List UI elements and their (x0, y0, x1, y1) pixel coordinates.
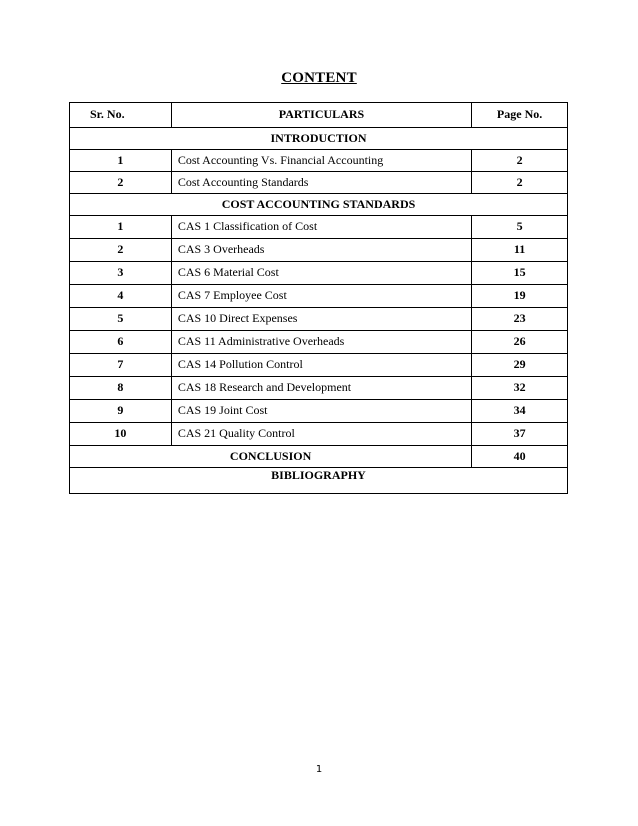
table-row (70, 150, 568, 172)
table-row (70, 377, 568, 400)
row-page-no: 37 (472, 423, 568, 446)
row-particular: CAS 6 Material Cost (171, 262, 471, 285)
section-bibliography: BIBLIOGRAPHY (70, 468, 568, 494)
row-page-no: 29 (472, 354, 568, 377)
row-particular: CAS 21 Quality Control (171, 423, 471, 446)
row-page-no: 32 (472, 377, 568, 400)
row-page-no: 19 (472, 285, 568, 308)
section-cost-accounting-standards: COST ACCOUNTING STANDARDS (70, 194, 568, 216)
contents-table (69, 102, 568, 494)
row-sr-no: 6 (70, 331, 172, 354)
row-particular: CAS 7 Employee Cost (171, 285, 471, 308)
section-introduction: INTRODUCTION (70, 128, 568, 150)
row-particular: CAS 14 Pollution Control (171, 354, 471, 377)
table-row (70, 331, 568, 354)
table-row (70, 423, 568, 446)
row-page-no: 2 (472, 150, 568, 172)
row-sr-no: 3 (70, 262, 172, 285)
table-row (70, 308, 568, 331)
header-page-no: Page No. (472, 103, 568, 128)
section-conclusion: CONCLUSION (70, 446, 472, 468)
row-particular: CAS 19 Joint Cost (171, 400, 471, 423)
table-header-row (70, 103, 568, 128)
section-row-conclusion (70, 446, 568, 468)
row-sr-no: 9 (70, 400, 172, 423)
row-sr-no: 10 (70, 423, 172, 446)
row-particular: CAS 11 Administrative Overheads (171, 331, 471, 354)
header-particulars: PARTICULARS (171, 103, 471, 128)
page-number: 1 (315, 764, 323, 775)
row-particular: Cost Accounting Standards (171, 172, 471, 194)
row-particular: CAS 10 Direct Expenses (171, 308, 471, 331)
section-row-bibliography (70, 468, 568, 494)
table-row (70, 262, 568, 285)
row-page-no: 15 (472, 262, 568, 285)
row-particular: CAS 18 Research and Development (171, 377, 471, 400)
row-page-no: 34 (472, 400, 568, 423)
section-row-introduction (70, 128, 568, 150)
table-row (70, 354, 568, 377)
row-sr-no: 4 (70, 285, 172, 308)
row-page-no: 23 (472, 308, 568, 331)
row-particular: Cost Accounting Vs. Financial Accounting (171, 150, 471, 172)
table-row (70, 285, 568, 308)
table-row (70, 400, 568, 423)
row-page-no: 26 (472, 331, 568, 354)
row-sr-no: 7 (70, 354, 172, 377)
table-row (70, 216, 568, 239)
row-page-no: 11 (472, 239, 568, 262)
row-particular: CAS 3 Overheads (171, 239, 471, 262)
row-sr-no: 1 (70, 216, 172, 239)
row-sr-no: 2 (70, 239, 172, 262)
conclusion-page-no: 40 (472, 446, 568, 468)
row-sr-no: 5 (70, 308, 172, 331)
row-sr-no: 1 (70, 150, 172, 172)
row-page-no: 2 (472, 172, 568, 194)
row-sr-no: 8 (70, 377, 172, 400)
table-row (70, 239, 568, 262)
page-title: CONTENT (281, 70, 357, 86)
row-sr-no: 2 (70, 172, 172, 194)
row-particular: CAS 1 Classification of Cost (171, 216, 471, 239)
table-row (70, 172, 568, 194)
row-page-no: 5 (472, 216, 568, 239)
header-sr-no: Sr. No. (70, 103, 172, 128)
section-row-standards (70, 194, 568, 216)
